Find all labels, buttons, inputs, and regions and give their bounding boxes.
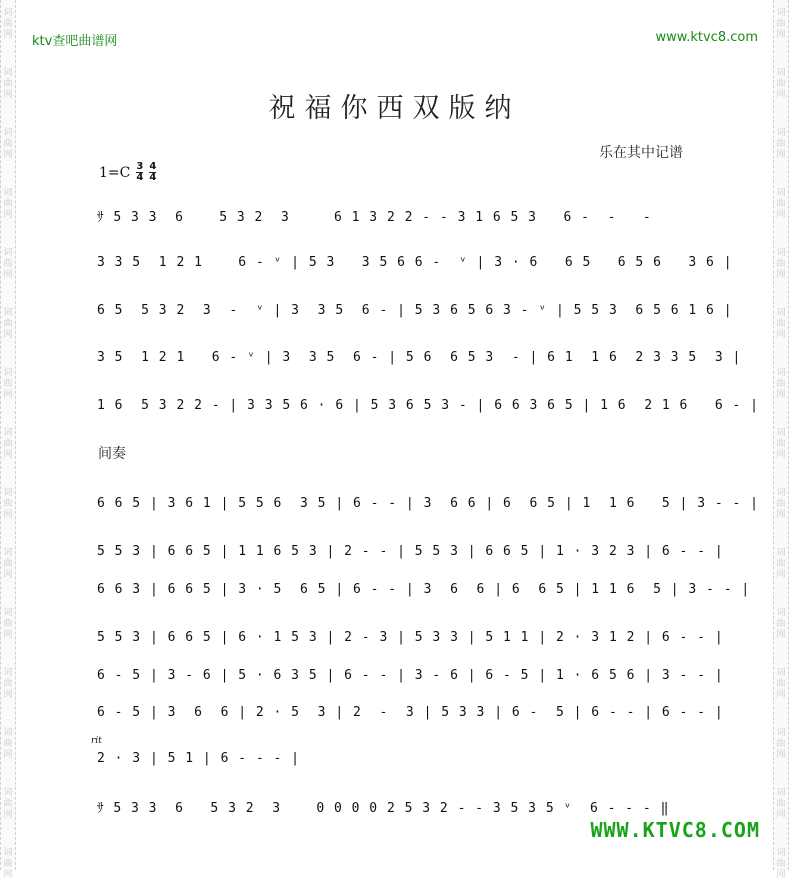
right-watermark-strip — [773, 0, 789, 880]
watermark-glyph-stack: 词 曲 网 — [776, 428, 786, 460]
watermark-glyph-stack: 词 曲 网 — [3, 368, 13, 400]
watermark-glyph-stack: 词 曲 网 — [3, 848, 13, 880]
interlude-line-4: 5 5 3 | 6 6 5 | 6 · 1 5 3 | 2 - 3 | 5 3 3 | 5 1 1 | 2 · 3 1 2 | 6 - - | — [97, 630, 724, 645]
watermark-glyph-stack: 词 曲 网 — [3, 788, 13, 820]
left-watermark-strip — [0, 0, 16, 880]
interlude-line-5: 6 - 5 | 3 - 6 | 5 · 6 3 5 | 6 - - | 3 - 6 | 6 - 5 | 1 · 6 5 6 | 3 - - | — [97, 668, 724, 683]
watermark-glyph-stack: 词 曲 网 — [3, 188, 13, 220]
watermark-glyph-stack: 词 曲 网 — [776, 488, 786, 520]
notation-line-1: ｻ 5 3 3 6 5 3 2 3 6 1 3 2 2 - - 3 1 6 5 3 6 - - - — [97, 210, 652, 225]
time-signature-b: $\frac{4}{4}$ — [149, 161, 157, 183]
watermark-glyph-stack: 词 曲 网 — [3, 548, 13, 580]
watermark-glyph-stack: 词 曲 网 — [776, 728, 786, 760]
notation-line-5: 1 6 5 3 2 2 - | 3 3 5 6 · 6 | 5 3 6 5 3 - | 6 6 3 6 5 | 1 6 2 1 6 6 - | — [97, 398, 759, 413]
watermark-glyph-stack: 词 曲 网 — [3, 128, 13, 160]
key-signature — [99, 162, 156, 183]
interlude-line-3: 6 6 3 | 6 6 5 | 3 · 5 6 5 | 6 - - | 3 6 6 | 6 6 5 | 1 1 6 5 | 3 - - | — [97, 582, 751, 597]
watermark-glyph-stack: 词 曲 网 — [776, 188, 786, 220]
watermark-glyph-stack: 词 曲 网 — [3, 728, 13, 760]
watermark-glyph-stack: 词 曲 网 — [3, 668, 13, 700]
watermark-glyph-stack: 词 曲 网 — [776, 788, 786, 820]
watermark-glyph-stack: 词 曲 网 — [776, 128, 786, 160]
watermark-glyph-stack: 词 曲 网 — [776, 548, 786, 580]
interlude-line-6: 6 - 5 | 3 6 6 | 2 · 5 3 | 2 - 3 | 5 3 3 | 6 - 5 | 6 - - | 6 - - | — [97, 705, 724, 720]
watermark-glyph-stack: 词 曲 网 — [776, 668, 786, 700]
watermark-glyph-stack: 词 曲 网 — [3, 428, 13, 460]
watermark-glyph-stack: 词 曲 网 — [3, 488, 13, 520]
score-credit: 乐在其中记谱 — [599, 145, 683, 161]
watermark-glyph-stack: 词 曲 网 — [776, 248, 786, 280]
watermark-glyph-stack: 词 曲 网 — [776, 848, 786, 880]
interlude-line-1: 6 6 5 | 3 6 1 | 5 5 6 3 5 | 6 - - | 3 6 6 | 6 6 5 | 1 1 6 5 | 3 - - | — [97, 496, 759, 511]
notation-line-4: 3 5 1 2 1 6 - ᵛ | 3 3 5 6 - | 5 6 6 5 3 - | 6 1 1 6 2 3 3 5 3 | — [97, 350, 742, 365]
interlude-line-2: 5 5 3 | 6 6 5 | 1 1 6 5 3 | 2 - - | 5 5 3 | 6 6 5 | 1 · 3 2 3 | 6 - - | — [97, 544, 724, 559]
watermark-glyph-stack: 词 曲 网 — [776, 368, 786, 400]
ritardando-mark: rit — [91, 736, 102, 746]
notation-line-3: 6 5 5 3 2 3 - ᵛ | 3 3 5 6 - | 5 3 6 5 6 3 - ᵛ | 5 5 3 6 5 6 1 6 | — [97, 303, 733, 318]
key-label: 1=C — [99, 164, 131, 181]
site-name-left: ktv查吧曲谱网 — [32, 34, 118, 49]
ending-line-1: 2 · 3 | 5 1 | 6 - - - | — [97, 751, 301, 766]
watermark-glyph-stack: 词 曲 网 — [776, 8, 786, 40]
watermark-glyph-stack: 词 曲 网 — [3, 248, 13, 280]
watermark-glyph-stack: 词 曲 网 — [3, 608, 13, 640]
notation-line-2: 3 3 5 1 2 1 6 - ᵛ | 5 3 3 5 6 6 - ᵛ | 3 · 6 6 5 6 5 6 3 6 | — [97, 255, 733, 270]
watermark-glyph-stack: 词 曲 网 — [3, 8, 13, 40]
watermark-glyph-stack: 词 曲 网 — [776, 608, 786, 640]
watermark-glyph-stack: 词 曲 网 — [776, 68, 786, 100]
interlude-label: 间奏 — [98, 446, 126, 462]
watermark-glyph-stack: 词 曲 网 — [3, 308, 13, 340]
score-title: 祝福你西双版纳 — [268, 93, 521, 124]
watermark-glyph-stack: 词 曲 网 — [3, 68, 13, 100]
brand-watermark: WWW.KTVC8.COM — [590, 818, 760, 842]
watermark-glyph-stack: 词 曲 网 — [776, 308, 786, 340]
ending-line-2: ｻ 5 3 3 6 5 3 2 3 0 0 0 0 2 5 3 2 - - 3 5 3 5 ᵛ 6 - - - ‖ — [97, 801, 670, 816]
site-url-right: www.ktvc8.com — [655, 30, 758, 45]
time-signature-a: $\frac{3}{4}$ — [136, 161, 144, 183]
